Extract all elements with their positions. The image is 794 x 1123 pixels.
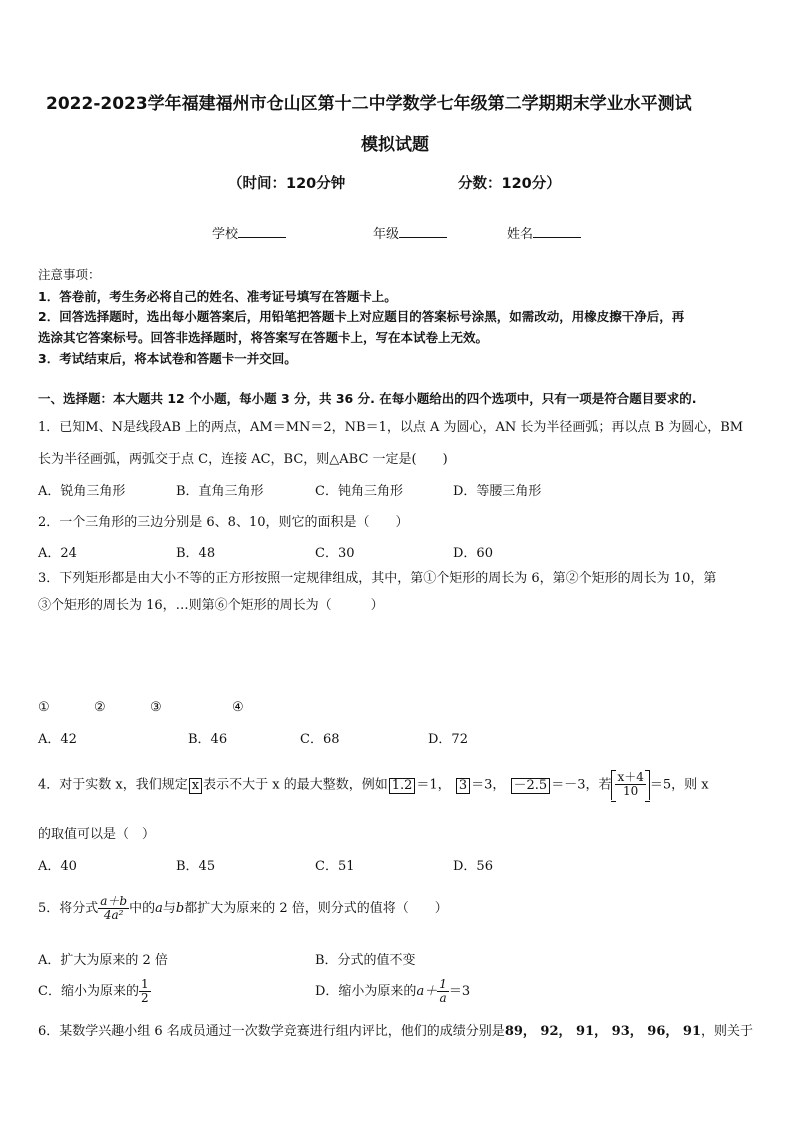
exam-title-line2: 模拟试题 xyxy=(361,135,429,155)
q4-option-d: D．56 xyxy=(453,859,493,874)
q4-option-b: B．45 xyxy=(176,859,216,874)
notice-item-2-cont: 选涂其它答案标号。回答非选择题时，将答案写在答题卡上，写在本试卷上无效。 xyxy=(38,330,489,345)
q2-option-c: C．30 xyxy=(315,546,355,561)
q6-stem xyxy=(38,1020,753,1039)
q4-stem-line1 xyxy=(38,770,709,801)
name-label: 姓名 xyxy=(507,227,534,242)
q5-text-3: 与 xyxy=(162,901,176,916)
q6-scores: 89， 92， 91， 93， 96， 91 xyxy=(504,1024,701,1039)
q4-fraction xyxy=(615,771,645,798)
q1-stem-line1: 1．已知M、N是线段AB 上的两点，AM＝MN＝2，NB＝1，以点 A 为圆心，AN 长为半径画弧；再以点 B 为圆心，BM xyxy=(38,420,744,435)
q1-option-a: A．锐角三角形 xyxy=(38,484,126,499)
exam-title-line1: 2022-2023学年福建福州市仓山区第十二中学数学七年级第二学期期末学业水平测试 xyxy=(46,94,692,114)
notice-item-2: 2．回答选择题时，选出每小题答案后，用铅笔把答题卡上对应题目的答案标号涂黑，如需改动，用橡皮擦干净后，再 xyxy=(38,309,685,324)
q5-fraction-denominator: 4a² xyxy=(103,908,124,922)
q6-text-2: ，则关于 xyxy=(701,1024,754,1039)
floor-bracket-ex2: 3 xyxy=(456,778,470,794)
q5-text-1: 5．将分式 xyxy=(38,901,99,916)
q3-option-d: D．72 xyxy=(428,732,468,747)
q1-option-c: C．钝角三角形 xyxy=(315,484,403,499)
q2-option-b: B．48 xyxy=(176,546,216,561)
q3-figure-label-2: ② xyxy=(94,700,106,715)
q2-stem: 2．一个三角形的三边分别是 6、8、10，则它的面积是（ ） xyxy=(38,515,409,530)
q4-fraction-denominator: 10 xyxy=(623,784,639,798)
grade-label: 年级 xyxy=(373,227,400,242)
q5-fraction-numerator: a＋b xyxy=(100,893,128,908)
section1-heading: 一、选择题：本大题共 12 个小题，每小题 3 分，共 36 分. 在每小题给出的四个选项中，只有一项是符合题目要求的. xyxy=(38,391,697,406)
q4-option-c: C．51 xyxy=(315,859,355,874)
q2-option-a: A．24 xyxy=(38,546,77,561)
q5-option-b: B．分式的值不变 xyxy=(315,953,416,968)
exam-score: 分数：120分） xyxy=(458,176,561,192)
q4-ex3-value: ＝－3，若 xyxy=(551,777,612,793)
school-blank xyxy=(238,225,286,238)
school-field xyxy=(212,223,286,242)
q3-figure-label-1: ① xyxy=(38,700,50,715)
q1-stem-line2: 长为半径画弧，两弧交于点 C，连接 AC，BC，则△ABC 一定是( ) xyxy=(38,452,448,467)
q6-text-1: 6．某数学兴趣小组 6 名成员通过一次数学竞赛进行组内评比，他们的成绩分别是 xyxy=(38,1024,505,1039)
q4-text-2: 表示不大于 x 的最大整数，例如 xyxy=(203,777,388,793)
q4-option-a: A．40 xyxy=(38,859,77,874)
q5-option-c-text: C．缩小为原来的 xyxy=(38,984,139,999)
q5-option-a: A．扩大为原来的 2 倍 xyxy=(38,953,168,968)
exam-time: （时间：120分钟 xyxy=(228,176,346,192)
q3-stem-line2: ③个矩形的周长为 16，…则第⑥个矩形的周长为（ ） xyxy=(38,598,384,613)
school-label: 学校 xyxy=(212,227,239,242)
q5-option-d-fraction xyxy=(437,978,449,1005)
q4-stem-line2: 的取值可以是（ ） xyxy=(38,827,156,842)
q3-option-b: B．46 xyxy=(188,732,228,747)
q2-option-d: D．60 xyxy=(453,546,493,561)
floor-bracket-ex3: －2.5 xyxy=(511,778,551,794)
q4-ex1-value: ＝1， xyxy=(416,777,451,793)
q3-figure-label-3: ③ xyxy=(150,700,162,715)
q3-option-c: C．68 xyxy=(300,732,340,747)
grade-blank xyxy=(399,225,447,238)
q5-option-c xyxy=(38,974,151,1010)
q1-option-d: D．等腰三角形 xyxy=(453,484,542,499)
q3-stem-line1: 3．下列矩形都是由大小不等的正方形按照一定规律组成，其中，第①个矩形的周长为 6，第②个矩形的周长为 10，第 xyxy=(38,571,717,586)
q5-option-d-denominator: a xyxy=(439,991,447,1005)
q1-option-b: B．直角三角形 xyxy=(176,484,264,499)
q5-option-c-numerator: 1 xyxy=(140,976,149,991)
q4-ex2-value: ＝3， xyxy=(471,777,506,793)
q5-option-c-fraction xyxy=(139,978,151,1005)
q4-text-3: ＝5，则 x xyxy=(649,777,709,793)
q4-fraction-numerator: x＋4 xyxy=(617,769,644,784)
name-field xyxy=(507,223,581,242)
notice-heading: 注意事项： xyxy=(38,267,101,282)
q5-option-d-tail: ＝3 xyxy=(448,984,471,999)
notice-item-3: 3．考试结束后，将本试卷和答题卡一并交回。 xyxy=(38,351,297,366)
q5-option-d xyxy=(315,974,470,1010)
floor-bracket-x: x xyxy=(189,778,202,794)
floor-bracket-ex1: 1.2 xyxy=(389,778,416,794)
q5-var-b: b xyxy=(175,901,185,916)
q5-text-2: 中的 xyxy=(129,901,156,916)
q5-text-4: 都扩大为原来的 2 倍，则分式的值将（ ） xyxy=(184,901,448,916)
q3-figure-label-4: ④ xyxy=(232,700,244,715)
q5-stem xyxy=(38,891,448,927)
q5-var-a: a xyxy=(155,901,163,916)
q5-option-d-text: D．缩小为原来的 xyxy=(315,984,417,999)
q5-fraction xyxy=(98,895,129,922)
name-blank xyxy=(533,225,581,238)
q5-option-c-denominator: 2 xyxy=(140,991,149,1005)
grade-field xyxy=(373,223,447,242)
floor-bracket-fraction xyxy=(611,770,649,800)
q5-option-d-expr: a＋ xyxy=(416,984,438,999)
q4-text-1: 4．对于实数 x，我们规定 xyxy=(38,777,188,793)
notice-item-1: 1．答卷前，考生务必将自己的姓名、准考证号填写在答题卡上。 xyxy=(38,289,397,304)
q3-option-a: A．42 xyxy=(38,732,77,747)
q5-option-d-numerator: 1 xyxy=(439,976,447,991)
